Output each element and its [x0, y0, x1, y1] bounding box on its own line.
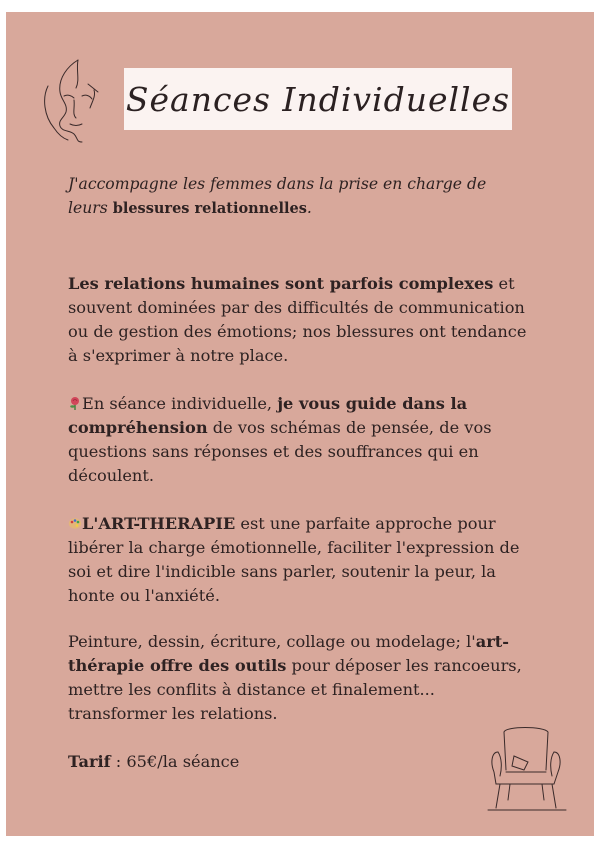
intro-bold: blessures relationnelles: [112, 200, 307, 217]
para1-text: et souvent dominées par des difficultés de communication ou de gestion des émotions; nos blessures ont tendance à s'exprimer à notre place.: [68, 274, 527, 365]
page-title: Séances Individuelles: [125, 79, 511, 119]
paragraph-seance: [68, 392, 538, 488]
intro-text: J'accompagne les femmes dans la prise en charge de leurs: [68, 175, 487, 217]
armchair-line-art-icon: [484, 722, 570, 812]
para4-bold: art-thérapie offre des outils: [68, 632, 509, 675]
para2-bold: je vous guide dans la compréhension: [68, 394, 468, 437]
palette-emoji-icon: [68, 516, 82, 530]
tarif-value: : 65€/la séance: [110, 752, 240, 771]
tarif-line: [68, 750, 368, 774]
face-line-art-icon: [38, 56, 106, 146]
para3-bold: L'ART-THERAPIE: [82, 514, 236, 533]
para4-text2: pour déposer les rancoeurs, mettre les conflits à distance et finalement... transformer les relations.: [68, 656, 522, 723]
intro-end: .: [306, 199, 312, 217]
tarif-label: Tarif: [68, 752, 111, 771]
intro-paragraph: [68, 172, 508, 221]
rose-emoji-icon: [68, 396, 82, 410]
para4-text1: Peinture, dessin, écriture, collage ou modelage; l': [68, 632, 476, 651]
para3-text: est une parfaite approche pour libérer la charge émotionnelle, faciliter l'expression de soi et dire l'indicible sans parler, soutenir la peur, la honte ou l'anxiété.: [68, 514, 520, 605]
paragraph-outils: [68, 630, 538, 726]
para2-text1: En séance individuelle,: [82, 394, 278, 413]
para1-bold: Les relations humaines sont parfois complexes: [68, 274, 494, 293]
paragraph-art-therapie: [68, 512, 543, 608]
title-banner: [124, 68, 512, 130]
para2-text2: de vos schémas de pensée, de vos questions sans réponses et des souffrances qui en découlent.: [68, 418, 492, 485]
paragraph-relations: [68, 272, 528, 368]
